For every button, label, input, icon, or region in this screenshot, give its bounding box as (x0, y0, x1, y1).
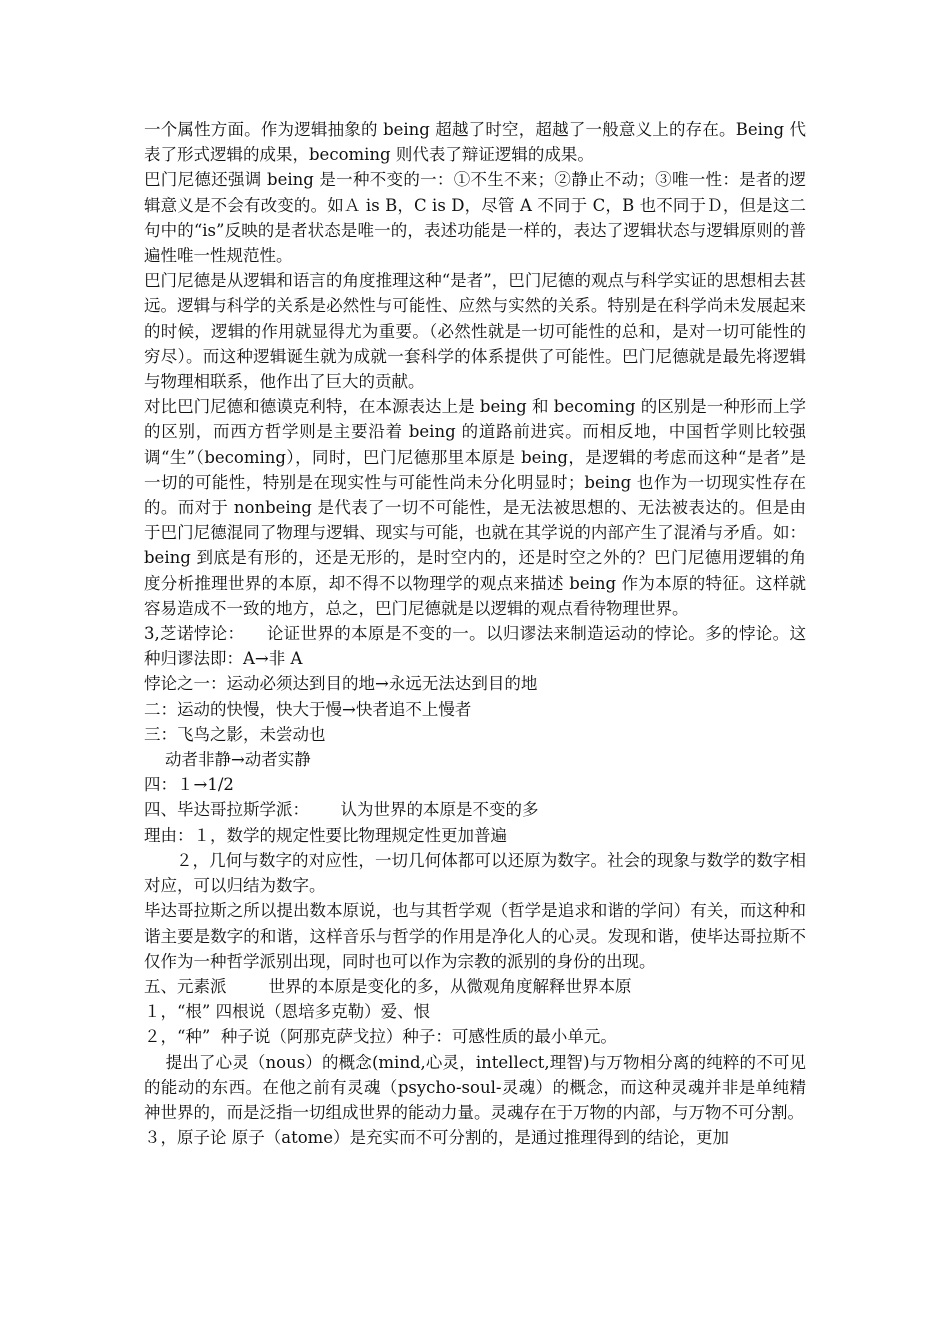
paragraph-paradox-one: 悖论之一：运动必须达到目的地→永远无法达到目的地 (144, 674, 538, 694)
paragraph-logic-and-science: 巴门尼德是从逻辑和语言的角度推理这种“是者”，巴门尼德的观点与科学实证的思想相去甚远。逻辑与科学的关系是必然性与可能性、应然与实然的关系。特别是在科学尚未发展起来的时候，逻辑的作用就显得尤为重要。（必然性就是一切可能性的总和，是对一切可能性的穷尽）。而这种逻辑诞生就为成就一套科学的体系提供了可能性。巴门尼德就是最先将逻辑与物理相联系，他作出了巨大的贡献。 (144, 271, 806, 392)
paragraph-being-logic: 一个属性方面。作为逻辑抽象的 being 超越了时空，超越了一般意义上的存在。Being 代表了形式逻辑的成果，becoming 则代表了辩证逻辑的成果。 (144, 120, 806, 165)
paragraph-reason-one: 理由：１，数学的规定性要比物理规定性更加普遍 (144, 825, 507, 845)
paragraph-zeno-paradox: 3,芝诺悖论： 论证世界的本原是不变的一。以归谬法来制造运动的悖论。多的悖论。这种归谬法即：A→非 A (144, 624, 806, 669)
document-page (144, 117, 806, 1150)
paragraph-paradox-four: 四：１→1/2 (144, 775, 234, 795)
paragraph-nous: 提出了心灵（nous）的概念(mind,心灵，intellect,理智)与万物相分离的纯粹的不可见的能动的东西。在他之前有灵魂（psycho-soul-灵魂）的概念，而这种灵魂并非是单纯精神世界的，而是泛指一切组成世界的能动力量。灵魂存在于万物的内部，与万物不可分割。 (144, 1052, 807, 1122)
paragraph-seeds: ２，“种” 种子说（阿那克萨戈拉）种子：可感性质的最小单元。 (144, 1027, 617, 1047)
paragraph-being-vs-becoming: 对比巴门尼德和德谟克利特，在本源表达上是 being 和 becoming 的区别是一种形而上学的区别，而西方哲学则是主要沿着 being 的道路前进宾。而相反地，中国哲学则比较强调“生”（becoming），同时，巴门尼德那里本原是 being，是逻辑的考虑而这种“是者”是一切的可能性，特别是在现实性与可能性尚未分化明显时；being 也作为一切现实性存在的。而对于 nonbeing 是代表了一切不可能性，是无法被思想的、无法被表达的。但是由于巴门尼德混同了物理与逻辑、现实与可能，也就在其学说的内部产生了混淆与矛盾。如：being 到底是有形的，还是无形的，是时空内的，还是时空之外的？巴门尼德用逻辑的角度分析推理世界的本原，却不得不以物理学的观点来描述 being 作为本原的特征。这样就容易造成不一致的地方，总之，巴门尼德就是以逻辑的观点看待物理世界。 (144, 397, 806, 618)
paragraph-atomism: ３，原子论 原子（atome）是充实而不可分割的，是通过推理得到的结论，更加 (144, 1128, 730, 1148)
paragraph-paradox-three: 三：飞鸟之影，未尝动也 (144, 724, 326, 744)
paragraph-pythagoras-harmony: 毕达哥拉斯之所以提出数本原说，也与其哲学观（哲学是追求和谐的学问）有关，而这种和谐主要是数字的和谐，这样音乐与哲学的作用是净化人的心灵。发现和谐，使毕达哥拉斯不仅作为一种哲学派别出现，同时也可以作为宗教的派别的身份的出现。 (144, 901, 806, 971)
paragraph-being-unchanging: 巴门尼德还强调 being 是一种不变的一：①不生不来；②静止不动；③唯一性：是者的逻辑意义是不会有改变的。如Ａ is B，C is D，尽管 A 不同于 C，B 也不同于Ｄ，但是这二句中的“is”反映的是者状态是唯一的，表述功能是一样的，表达了逻辑状态与逻辑原则的普遍性唯一性规范性。 (144, 170, 806, 266)
paragraph-paradox-three-detail: 动者非静→动者实静 (144, 750, 311, 770)
paragraph-four-roots: １，“根” 四根说（恩培多克勒）爱、恨 (144, 1002, 431, 1022)
section-heading-elements: 五、元素派 世界的本原是变化的多，从微观角度解释世界本原 (144, 976, 632, 996)
paragraph-paradox-two: 二：运动的快慢，快大于慢→快者追不上慢者 (144, 699, 472, 719)
section-heading-pythagoreans: 四、毕达哥拉斯学派： 认为世界的本原是不变的多 (144, 800, 539, 820)
paragraph-reason-two: ２，几何与数字的对应性，一切几何体都可以还原为数字。社会的现象与数学的数字相对应，可以归结为数字。 (144, 850, 806, 896)
